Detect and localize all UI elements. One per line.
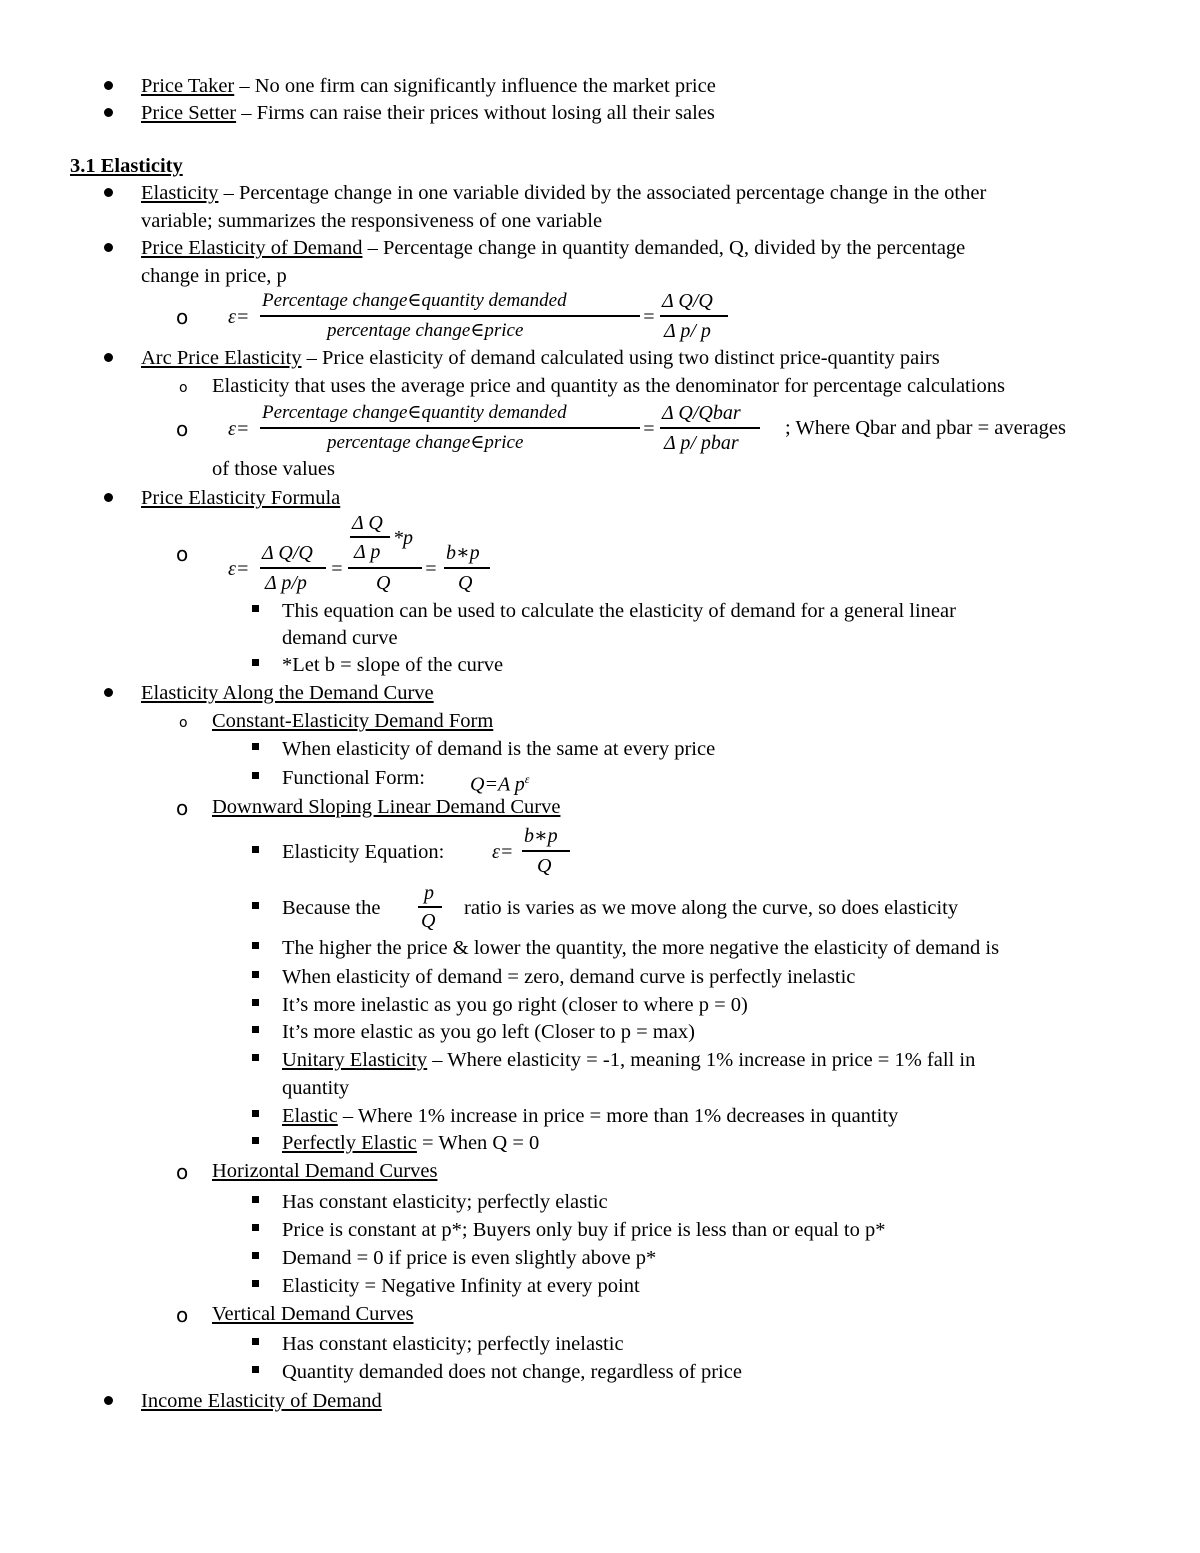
definition: – Percentage change in one variable divided by the associated percentage change in the other <box>218 182 987 204</box>
definition: – No one firm can significantly influence the market price <box>234 75 716 97</box>
formula <box>470 768 530 796</box>
bullet-square <box>252 772 259 779</box>
formula-denominator: percentage change∈price <box>327 320 524 341</box>
bullet-dot <box>104 81 113 90</box>
bullet-square <box>252 743 259 750</box>
term: Price Taker <box>141 75 235 97</box>
bullet-square <box>252 971 259 978</box>
bullet-circle: o <box>176 417 189 441</box>
formula-denominator: Δ p/ p <box>664 320 711 342</box>
list-item: When elasticity of demand = zero, demand curve is perfectly inelastic <box>282 966 856 988</box>
list-item <box>282 1104 898 1128</box>
term: Price Elasticity of Demand <box>141 237 363 259</box>
term: Vertical Demand Curves <box>212 1303 414 1325</box>
fraction-denominator: Q <box>421 910 436 932</box>
fraction-bar <box>522 850 570 852</box>
term: Downward Sloping Linear Demand Curve <box>212 796 561 818</box>
list-item: It’s more inelastic as you go right (closer to where p = 0) <box>282 994 748 1016</box>
bullet-square <box>252 1338 259 1345</box>
formula-denominator: percentage change∈price <box>327 432 524 453</box>
formula-numerator: b∗p <box>524 825 558 847</box>
bullet-square <box>252 1026 259 1033</box>
list-item <box>141 346 940 370</box>
fraction-bar <box>350 536 390 538</box>
bullet-square <box>252 1252 259 1259</box>
fraction-bar <box>260 567 326 569</box>
definition: – Where elasticity = -1, meaning 1% increase in price = 1% fall in <box>427 1049 976 1071</box>
bullet-dot <box>104 108 113 117</box>
fraction-bar <box>444 567 490 569</box>
formula-numerator: Δ Q <box>352 512 383 534</box>
bullet-dot <box>104 188 113 197</box>
term: Unitary Elasticity <box>282 1049 428 1071</box>
list-item: Demand = 0 if price is even slightly above p* <box>282 1247 657 1269</box>
list-item: Has constant elasticity; perfectly inelastic <box>282 1333 624 1355</box>
formula-denominator: Δ p/ pbar <box>664 432 739 454</box>
list-item <box>282 1048 975 1072</box>
term: Elasticity Along the Demand Curve <box>141 682 434 704</box>
formula-equals: = <box>642 418 656 440</box>
term: Price Setter <box>141 102 237 124</box>
bullet-square <box>252 846 259 853</box>
bullet-square <box>252 1110 259 1117</box>
formula-denominator: Q <box>458 572 473 594</box>
list-item: Has constant elasticity; perfectly elastic <box>282 1191 608 1213</box>
bullet-square <box>252 1224 259 1231</box>
formula-numerator: Δ Q/Qbar <box>662 402 741 424</box>
bullet-circle-small: o <box>179 715 188 731</box>
bullet-square <box>252 1366 259 1373</box>
definition: – Where 1% increase in price = more than 1% decreases in quantity <box>337 1105 899 1127</box>
bullet-dot <box>104 353 113 362</box>
formula-body: Q=A p <box>470 773 525 796</box>
bullet-circle: o <box>176 1160 189 1184</box>
formula-equals: = <box>642 306 656 328</box>
formula-numerator: b∗p <box>446 542 480 564</box>
formula-numerator: Percentage change∈quantity demanded <box>262 402 567 423</box>
list-item <box>282 1131 539 1155</box>
list-item: The higher the price & lower the quantity, the more negative the elasticity of demand is <box>282 937 1000 959</box>
bullet-square <box>252 1196 259 1203</box>
definition: – Price elasticity of demand calculated using two distinct price-quantity pairs <box>301 347 940 369</box>
formula-lhs: ε= <box>228 306 250 328</box>
formula-lhs: ε= <box>228 418 250 440</box>
list-item: It’s more elastic as you go left (Closer to p = max) <box>282 1021 695 1043</box>
list-item-cont: variable; summarizes the responsiveness of one variable <box>141 210 603 232</box>
list-item: This equation can be used to calculate the elasticity of demand for a general linear <box>282 600 956 622</box>
fraction-bar <box>660 427 760 429</box>
bullet-square <box>252 902 259 909</box>
bullet-circle: o <box>176 542 189 566</box>
formula-numerator: Percentage change∈quantity demanded <box>262 290 567 311</box>
list-item: When elasticity of demand is the same at every price <box>282 738 716 760</box>
fraction-numerator: p <box>424 882 434 904</box>
formula-denominator: Δ p <box>354 541 381 563</box>
term: Elastic <box>282 1105 338 1127</box>
list-item <box>141 101 715 125</box>
formula-numerator: Δ Q/Q <box>662 290 713 312</box>
list-item-cont: change in price, p <box>141 265 287 287</box>
formula-multiplier: *p <box>393 527 413 549</box>
section-heading: 3.1 Elasticity <box>70 155 183 177</box>
term: Horizontal Demand Curves <box>212 1160 438 1182</box>
term: Income Elasticity of Demand <box>141 1390 382 1412</box>
fraction-bar <box>260 427 640 429</box>
bullet-circle-small: o <box>179 380 188 396</box>
definition: = When Q = 0 <box>416 1132 540 1154</box>
bullet-circle: o <box>176 305 189 329</box>
formula-note: ; Where Qbar and pbar = averages <box>785 417 1066 439</box>
formula-denominator: Q <box>537 855 552 877</box>
definition: – Firms can raise their prices without losing all their sales <box>236 102 715 124</box>
bullet-square <box>252 999 259 1006</box>
formula-denominator: Q <box>376 572 391 594</box>
definition: – Percentage change in quantity demanded, Q, divided by the percentage <box>362 237 966 259</box>
list-item-cont: quantity <box>282 1077 350 1099</box>
bullet-square <box>252 605 259 612</box>
term: Elasticity <box>141 182 219 204</box>
list-item <box>141 236 965 260</box>
term: Arc Price Elasticity <box>141 347 302 369</box>
formula-lhs: ε= <box>492 841 514 863</box>
list-item-cont: demand curve <box>282 627 398 649</box>
term: Constant-Elasticity Demand Form <box>212 710 494 732</box>
formula-equals: = <box>424 558 438 580</box>
fraction-bar <box>260 315 640 317</box>
fraction-bar <box>418 906 442 908</box>
formula-lhs: ε= <box>228 558 250 580</box>
bullet-square <box>252 942 259 949</box>
fraction-bar <box>660 315 728 317</box>
list-item: Functional Form: <box>282 767 425 789</box>
list-item <box>141 181 986 205</box>
list-item: *Let b = slope of the curve <box>282 654 504 676</box>
formula-denominator: Δ p/p <box>265 572 307 594</box>
formula-exponent: ε <box>524 772 530 786</box>
bullet-square <box>252 659 259 666</box>
list-item: Because the <box>282 897 381 919</box>
bullet-circle: o <box>176 1303 189 1327</box>
list-item: ratio is varies as we move along the curve, so does elasticity <box>464 897 959 919</box>
bullet-square <box>252 1137 259 1144</box>
list-item: Elasticity Equation: <box>282 841 445 863</box>
formula-note-cont: of those values <box>212 458 335 480</box>
list-item: Quantity demanded does not change, regardless of price <box>282 1361 742 1383</box>
bullet-circle: o <box>176 796 189 820</box>
bullet-dot <box>104 1396 113 1405</box>
bullet-dot <box>104 493 113 502</box>
list-item <box>141 74 716 98</box>
list-item: Elasticity that uses the average price and quantity as the denominator for percentage calculations <box>212 375 1005 397</box>
formula-equals: = <box>330 558 344 580</box>
bullet-square <box>252 1054 259 1061</box>
bullet-dot <box>104 243 113 252</box>
term: Perfectly Elastic <box>282 1132 417 1154</box>
term: Price Elasticity Formula <box>141 487 341 509</box>
bullet-square <box>252 1280 259 1287</box>
bullet-dot <box>104 688 113 697</box>
list-item: Price is constant at p*; Buyers only buy if price is less than or equal to p* <box>282 1219 886 1241</box>
list-item: Elasticity = Negative Infinity at every point <box>282 1275 640 1297</box>
formula-numerator: Δ Q/Q <box>262 542 313 564</box>
fraction-bar <box>348 567 422 569</box>
